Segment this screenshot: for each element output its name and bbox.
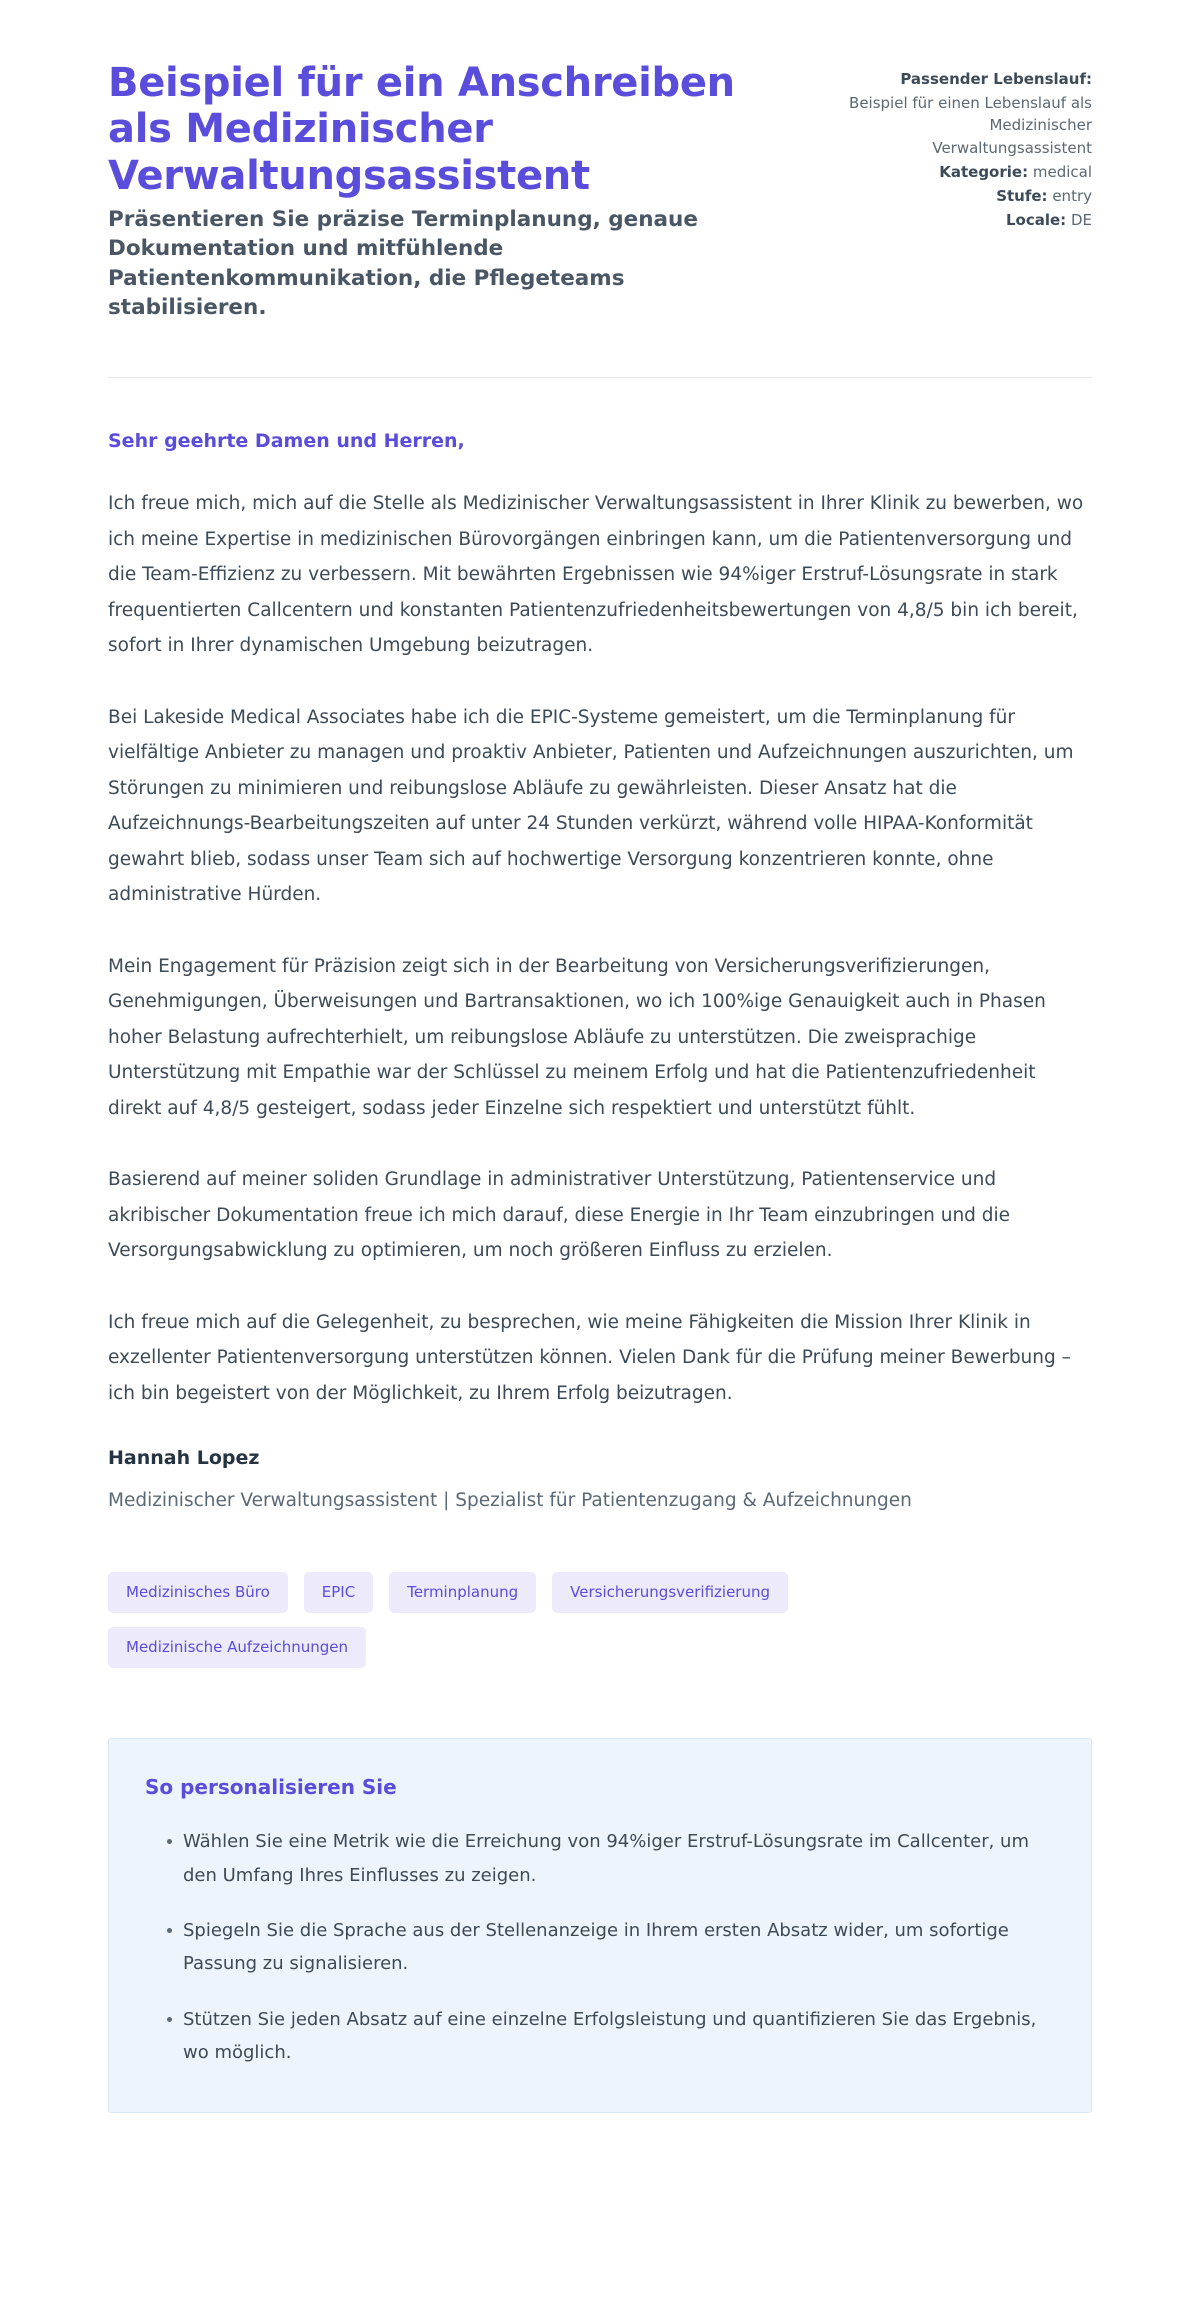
letter-paragraph: Ich freue mich, mich auf die Stelle als Medizinischer Verwaltungsassistent in Ihrer Klinik zu bewerben, wo ich meine Expertise in medizinischen Bürovorgängen einbringen kann, um die Patientenversorgung und die Team-Effizienz zu verbessern. Mit bewährten Ergebnissen wie 94%iger Erstruf-Lösungsrate in stark frequentierten Callcentern und konstanten Patientenzufriedenheitsbewertungen von 4,8/5 bin ich bereit, sofort in Ihrer dynamischen Umgebung beizutragen.	[108, 493, 1084, 657]
page-subtitle: Präsentieren Sie präzise Terminplanung, genaue Dokumentation und mitfühlende Patientenkommunikation, die Pflegeteams stabilisieren.	[108, 207, 698, 320]
document-header	[108, 0, 1092, 322]
meta-category-value: medical	[1032, 162, 1092, 181]
letter-paragraph: Bei Lakeside Medical Associates habe ich die EPIC-Systeme gemeistert, um die Terminplanung für vielfältige Anbieter zu managen und proaktiv Anbieter, Patienten und Aufzeichnungen auszurichten, um Störungen zu minimieren und reibungslose Abläufe zu gewährleisten. Dieser Ansatz hat die Aufzeichnungs-Bearbeitungszeiten auf unter 24 Stunden verkürzt, während volle HIPAA-Konformität gewahrt blieb, sodass unser Team sich auf hochwertige Versorgung konzentrieren konnte, ohne administrative Hürden.	[108, 706, 1074, 906]
skill-tag[interactable]: Terminplanung	[389, 1572, 536, 1613]
skill-tag[interactable]: Medizinisches Büro	[108, 1572, 288, 1613]
callout-tip-item: Stützen Sie jeden Absatz auf eine einzelne Erfolgsleistung und quantifizieren Sie das Ergebnis, wo möglich.	[167, 2003, 1051, 2070]
meta-category-label: Kategorie:	[939, 162, 1029, 181]
meta-level-value: entry	[1052, 186, 1092, 205]
cover-letter-body	[108, 378, 1092, 2113]
document-metadata	[832, 60, 1092, 231]
callout-title: So personalisieren Sie	[145, 1775, 397, 1800]
personalization-callout	[108, 1738, 1092, 2113]
signature-name: Hannah Lopez	[108, 1447, 260, 1470]
header-title-block	[108, 60, 748, 322]
callout-tip-item: Wählen Sie eine Metrik wie die Erreichung von 94%iger Erstruf-Lösungsrate im Callcenter, um den Umfang Ihres Einflusses zu zeigen.	[167, 1825, 1051, 1892]
meta-category	[832, 161, 1092, 183]
signature-block	[108, 1447, 1092, 1516]
callout-tip-list	[145, 1825, 1051, 2070]
skill-tag[interactable]: Versicherungsverifizierung	[552, 1572, 788, 1613]
page-title: Beispiel für ein Anschreiben als Medizinischer Verwaltungsassistent	[108, 60, 735, 199]
meta-locale-value: DE	[1070, 211, 1092, 230]
letter-paragraph: Basierend auf meiner soliden Grundlage in administrativer Unterstützung, Patientenservice und akribischer Dokumentation freue ich mich darauf, diese Energie in Ihr Team einzubringen und die Versorgungsabwicklung zu optimieren, um noch größeren Einfluss zu erzielen.	[108, 1169, 1011, 1262]
skill-tag[interactable]: Medizinische Aufzeichnungen	[108, 1627, 366, 1668]
letter-paragraph: Ich freue mich auf die Gelegenheit, zu besprechen, wie meine Fähigkeiten die Mission Ihrer Klinik in exzellenter Patientenversorgung unterstützen können. Vielen Dank für die Prüfung meiner Bewerbung – ich bin begeistert von der Möglichkeit, zu Ihrem Erfolg beizutragen.	[108, 1311, 1071, 1404]
meta-locale	[832, 209, 1092, 231]
meta-related-value[interactable]: Beispiel für einen Lebenslauf als Medizinischer Verwaltungsassistent	[849, 94, 1092, 157]
meta-level	[832, 185, 1092, 207]
letter-paragraph: Mein Engagement für Präzision zeigt sich in der Bearbeitung von Versicherungsverifizierungen, Genehmigungen, Überweisungen und Bartransaktionen, wo ich 100%ige Genauigkeit auch in Phasen hoher Belastung aufrechterhielt, um reibungslose Abläufe zu unterstützen. Die zweisprachige Unterstützung mit Empathie war der Schlüssel zu meinem Erfolg und hat die Patientenzufriedenheit direkt auf 4,8/5 gesteigert, sodass jeder Einzelne sich respektiert und unterstützt fühlt.	[108, 955, 1046, 1119]
skill-tag[interactable]: EPIC	[304, 1572, 373, 1613]
meta-locale-label: Locale:	[1005, 211, 1067, 230]
callout-tip-item: Spiegeln Sie die Sprache aus der Stellenanzeige in Ihrem ersten Absatz wider, um sofortige Passung zu signalisieren.	[167, 1914, 1051, 1981]
letter-salutation: Sehr geehrte Damen und Herren,	[108, 430, 465, 453]
signature-role: Medizinischer Verwaltungsassistent | Spezialist für Patientenzugang & Aufzeichnungen	[108, 1490, 912, 1512]
meta-related-label: Passender Lebenslauf:	[900, 70, 1092, 88]
meta-related-value-row	[832, 92, 1092, 159]
skill-tag-list	[108, 1572, 988, 1668]
meta-level-label: Stufe:	[996, 186, 1048, 205]
meta-related-resume	[832, 68, 1092, 90]
